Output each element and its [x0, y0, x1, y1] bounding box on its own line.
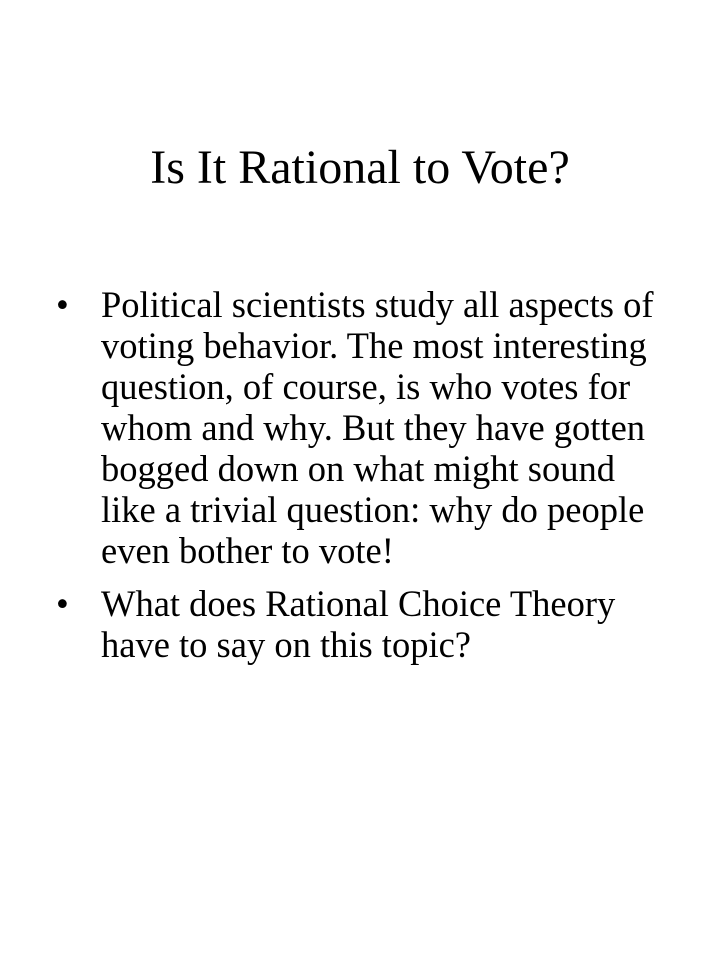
bullet-item: [56, 583, 676, 665]
bullet-list: [56, 284, 676, 677]
bullet-text: Political scientists study all aspects of voting behavior. The most interesting question, of course, is who votes for whom and why. But they have gotten bogged down on what might sound like a trivial question: why do people even bother to vote!: [101, 284, 654, 571]
bullet-item: [56, 284, 676, 571]
bullet-point-icon: •: [56, 583, 69, 624]
slide-title: Is It Rational to Vote?: [150, 141, 570, 194]
bullet-point-icon: •: [56, 284, 69, 325]
bullet-text: What does Rational Choice Theory have to say on this topic?: [101, 583, 616, 665]
